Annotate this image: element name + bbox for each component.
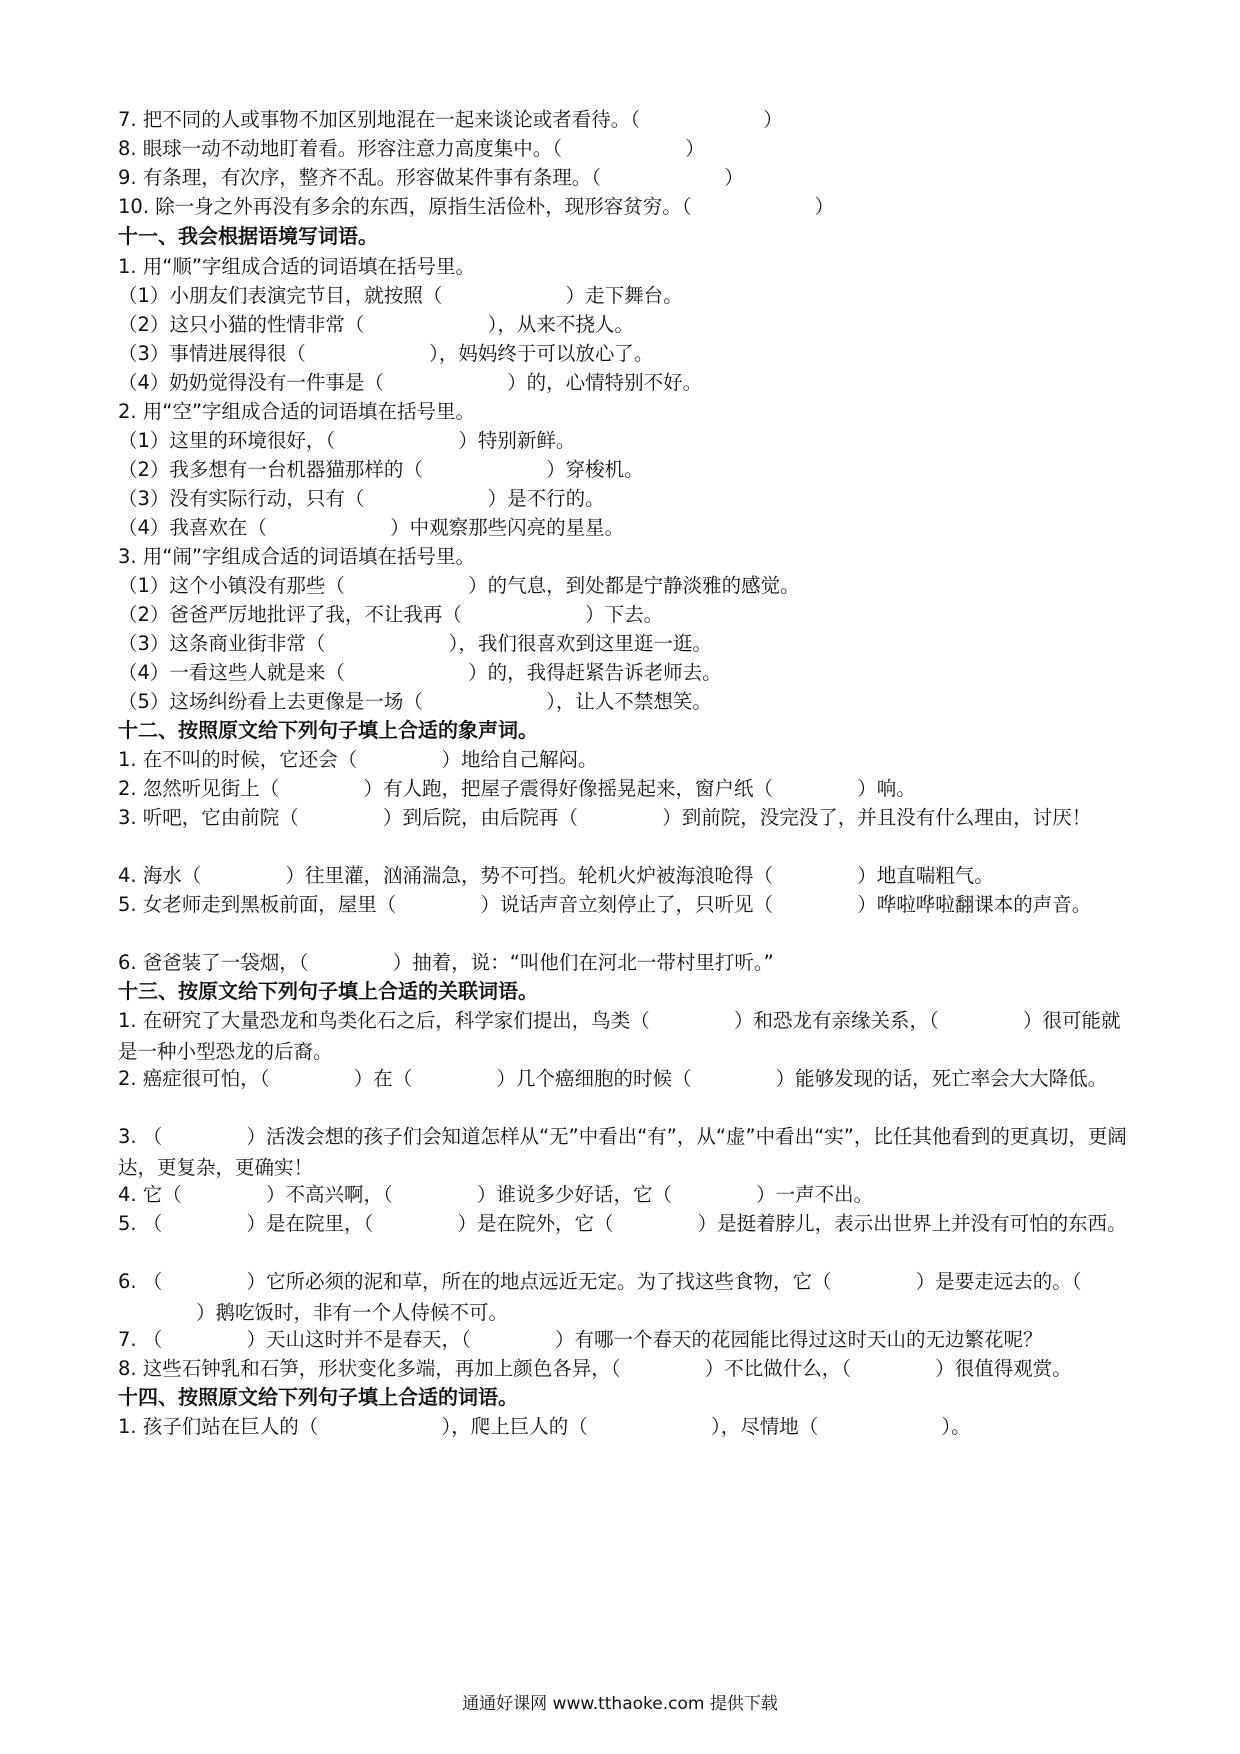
kong-sentence-1: （1）这里的环境很好，（ ）特别新鲜。 <box>118 429 576 452</box>
question-kong: 2. 用“空”字组成合适的词语填在括号里。 <box>118 400 476 423</box>
onomatopoeia-6: 6. 爸爸装了一袋烟，（ ）抽着，说：“叫他们在河北一带村里打听。” <box>118 951 774 974</box>
shun-sentence-3: （3）事情进展得很（ ），妈妈终于可以放心了。 <box>118 342 654 365</box>
item-10-definition: 10. 除一身之外再没有多余的东西，原指生活俭朴，现形容贫穷。（ ） <box>118 195 835 218</box>
onomatopoeia-4: 4. 海水（ ）往里灌，汹涌湍急，势不可挡。轮机火炉被海浪呛得（ ）地直喘粗气。 <box>118 864 994 887</box>
shun-sentence-4: （4）奶奶觉得没有一件事是（ ）的，心情特别不好。 <box>118 371 703 394</box>
onomatopoeia-5: 5. 女老师走到黑板前面，屋里（ ）说话声音立刻停止了，只听见（ ）哗啦哗啦翻课本的声音。 <box>118 893 1092 916</box>
nao-sentence-1: （1）这个小镇没有那些（ ）的气息，到处都是宁静淡雅的感觉。 <box>118 574 800 597</box>
conjunction-4: 4. 它（ ）不高兴啊，（ ）谁说多少好话，它（ ）一声不出。 <box>118 1183 874 1206</box>
onomatopoeia-3: 3. 听吧，它由前院（ ）到后院，由后院再（ ）到前院，没完没了，并且没有什么理由，讨厌！ <box>118 806 1092 829</box>
item-7-definition: 7. 把不同的人或事物不加区别地混在一起来谈论或者看待。（ ） <box>118 108 783 131</box>
nao-sentence-3: （3）这条商业街非常（ ），我们很喜欢到这里逛一逛。 <box>118 632 712 655</box>
section-11-heading: 十一、我会根据语境写词语。 <box>118 224 378 248</box>
nao-sentence-4: （4）一看这些人就是来（ ）的，我得赶紧告诉老师去。 <box>118 661 722 684</box>
fill-word-1: 1. 孩子们站在巨人的（ ），爬上巨人的（ ），尽情地（ ）。 <box>118 1415 971 1438</box>
item-8-definition: 8. 眼球一动不动地盯着看。形容注意力高度集中。（ ） <box>118 137 705 160</box>
question-nao: 3. 用“闹”字组成合适的词语填在括号里。 <box>118 545 476 568</box>
shun-sentence-1: （1）小朋友们表演完节目，就按照（ ）走下舞台。 <box>118 284 683 307</box>
page-footer: 通通好课网 www.tthaoke.com 提供下载 <box>462 1694 778 1714</box>
section-14-heading: 十四、按照原文给下列句子填上合适的词语。 <box>118 1385 518 1409</box>
kong-sentence-2: （2）我多想有一台机器猫那样的（ ）穿梭机。 <box>118 458 644 481</box>
shun-sentence-2: （2）这只小猫的性情非常（ ），从来不挠人。 <box>118 313 634 336</box>
onomatopoeia-2: 2. 忽然听见街上（ ）有人跑，把屋子震得好像摇晃起来，窗户纸（ ）响。 <box>118 777 916 800</box>
section-13-heading: 十三、按原文给下列句子填上合适的关联词语。 <box>118 979 538 1003</box>
conjunction-2: 2. 癌症很可怕，（ ）在（ ）几个癌细胞的时候（ ）能够发现的话，死亡率会大大降低。 <box>118 1067 1108 1090</box>
kong-sentence-4: （4）我喜欢在（ ）中观察那些闪亮的星星。 <box>118 516 625 539</box>
nao-sentence-2: （2）爸爸严厉地批评了我，不让我再（ ）下去。 <box>118 603 664 626</box>
nao-sentence-5: （5）这场纠纷看上去更像是一场（ ），让人不禁想笑。 <box>118 690 712 713</box>
conjunction-6: 6. （ ）它所必须的泥和草，所在的地点远近无定。为了找这些食物，它（ ）是要走远去的。（ ）鹅吃饭时，非有一个人侍候不可。 <box>118 1270 1082 1324</box>
section-12-heading: 十二、按照原文给下列句子填上合适的象声词。 <box>118 718 538 742</box>
kong-sentence-3: （3）没有实际行动，只有（ ）是不行的。 <box>118 487 605 510</box>
question-shun: 1. 用“顺”字组成合适的词语填在括号里。 <box>118 255 476 278</box>
onomatopoeia-1: 1. 在不叫的时候，它还会（ ）地给自己解闷。 <box>118 748 598 771</box>
conjunction-7: 7. （ ）天山这时并不是春天，（ ）有哪一个春天的花园能比得过这时天山的无边繁花呢？ <box>118 1328 1043 1351</box>
conjunction-8: 8. 这些石钟乳和石笋，形状变化多端，再加上颜色各异，（ ）不比做什么，（ ）很值得观赏。 <box>118 1357 1072 1380</box>
conjunction-1: 1. 在研究了大量恐龙和鸟类化石之后，科学家们提出，鸟类（ ）和恐龙有亲缘关系，（ ）很可能就是一种小型恐龙的后裔。 <box>118 1009 1121 1063</box>
conjunction-5: 5. （ ）是在院里，（ ）是在院外，它（ ）是挺着脖儿，表示出世界上并没有可怕的东西。 <box>118 1212 1127 1235</box>
conjunction-3: 3. （ ）活泼会想的孩子们会知道怎样从“无”中看出“有”，从“虚”中看出“实”，比任其他看到的更真切，更阔达，更复杂，更确实！ <box>118 1125 1127 1179</box>
item-9-definition: 9. 有条理，有次序，整齐不乱。形容做某件事有条理。（ ） <box>118 166 744 189</box>
